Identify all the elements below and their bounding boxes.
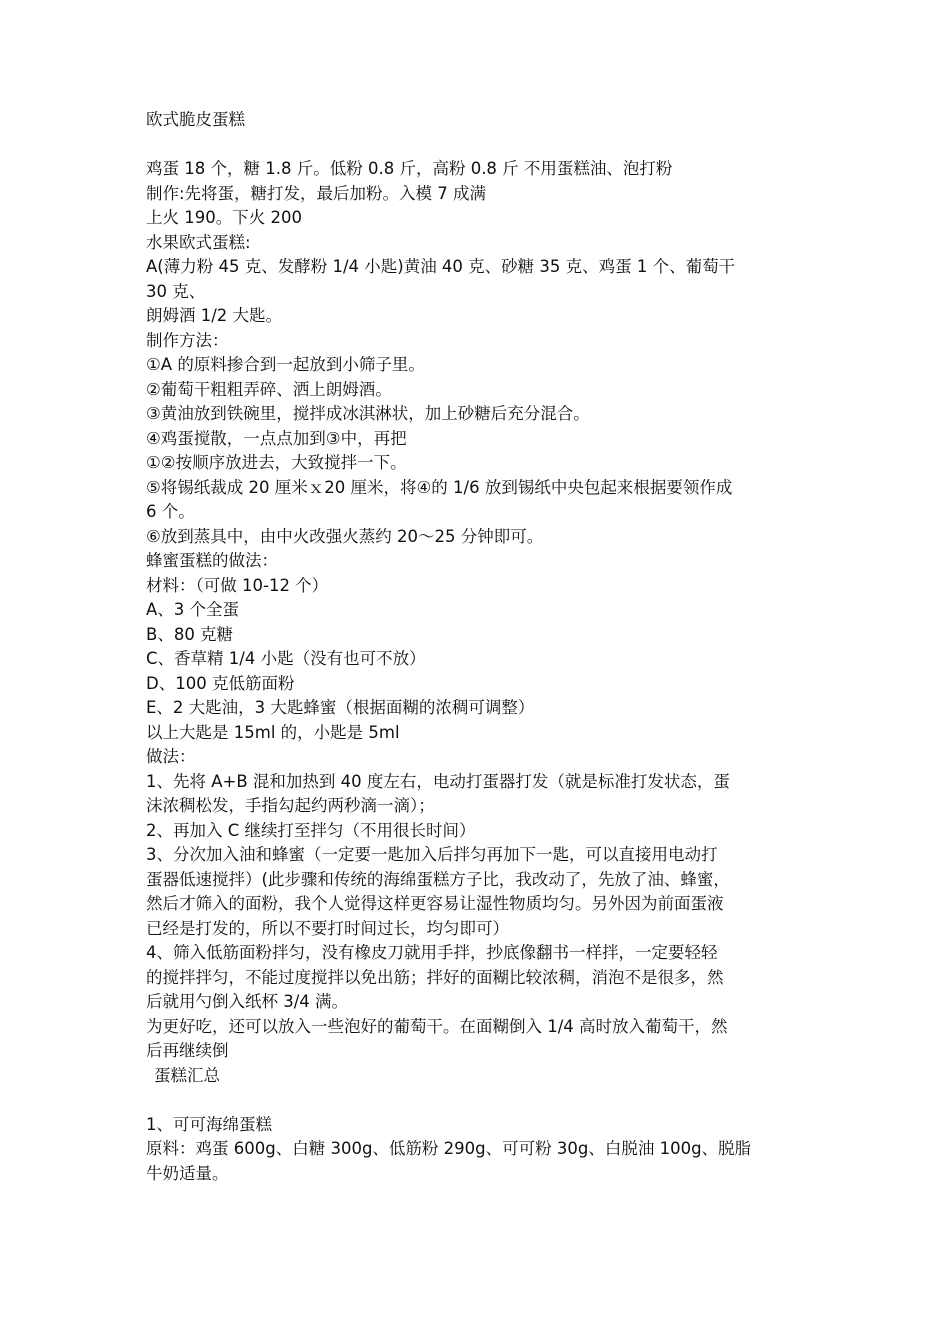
text-line: 做法： [146, 747, 196, 766]
text-line: ①A 的原料掺合到一起放到小筛子里。 [146, 355, 425, 374]
text-line: A、3 个全蛋 [146, 600, 240, 619]
text-line: 材料：（可做 10-12 个） [146, 575, 329, 595]
text-line: ⑤将锡纸裁成 20 厘米ｘ20 厘米，将④的 1/6 放到锡纸中央包起来根据要领作成 [146, 477, 733, 497]
blank-line [146, 1088, 816, 1113]
text-line: 蜂蜜蛋糕的做法： [146, 551, 278, 570]
text-line: 然后才筛入的面粉，我个人觉得这样更容易让湿性物质均匀。另外因为前面蛋液 [146, 894, 724, 913]
text-line: 水果欧式蛋糕: [146, 232, 251, 252]
section-line: 牛奶适量。 [146, 1163, 229, 1183]
text-line: 1、先将 A+B 混和加热到 40 度左右，电动打蛋器打发（就是标准打发状态，蛋 [146, 771, 730, 791]
text-line: 沫浓稠松发，手指勾起约两秒滴一滴）； [146, 796, 435, 815]
text-line: D、100 克低筋面粉 [146, 673, 295, 693]
text-line: 后再继续倒 [146, 1041, 229, 1060]
section-line: 原料：鸡蛋 600g、白糖 300g、低筋粉 290g、可可粉 30g、白脱油 100g、脱脂 [146, 1139, 752, 1158]
text-line: 6 个。 [146, 502, 195, 521]
text-line: 制作方法： [146, 330, 229, 350]
text-line: B、80 克糖 [146, 624, 234, 644]
text-line: ②葡萄干粗粗弄碎、洒上朗姆酒。 [146, 379, 392, 399]
text-line: 蛋器低速搅拌）(此步骤和传统的海绵蛋糕方子比，我改动了，先放了油、蜂蜜， [146, 869, 730, 889]
text-line: ④鸡蛋搅散，一点点加到③中，再把 [146, 428, 407, 448]
text-line: 上火 190。下火 200 [146, 208, 302, 227]
section-line: 1、可可海绵蛋糕 [146, 1114, 272, 1134]
text-line: A(薄力粉 45 克、发酵粉 1/4 小匙)黄油 40 克、砂糖 35 克、鸡蛋 1 个、葡萄干 [146, 257, 736, 276]
text-line: 制作:先将蛋，糖打发，最后加粉。入模 7 成满 [146, 183, 487, 203]
text-line: 的搅拌拌匀，不能过度搅拌以免出筋；拌好的面糊比较浓稠，消泡不是很多，然 [146, 967, 724, 987]
blank-line [146, 133, 816, 158]
section-title: 蛋糕汇总 [154, 1065, 220, 1085]
text-line: 已经是打发的，所以不要打时间过长，均匀即可） [146, 918, 509, 938]
text-line: ①②按顺序放进去，大致搅拌一下。 [146, 453, 407, 472]
text-line: 朗姆酒 1/2 大匙。 [146, 306, 283, 325]
text-line: 30 克、 [146, 281, 206, 301]
text-line: 2、再加入 C 继续打至拌匀（不用很长时间） [146, 820, 476, 840]
text-line: ③黄油放到铁碗里，搅拌成冰淇淋状，加上砂糖后充分混合。 [146, 404, 590, 423]
text-line: C、香草精 1/4 小匙（没有也可不放） [146, 649, 426, 668]
document-page [146, 108, 816, 1186]
text-line: ⑥放到蒸具中，由中火改强火蒸约 20～25 分钟即可。 [146, 526, 544, 546]
text-line: 3、分次加入油和蜂蜜（一定要一匙加入后拌匀再加下一匙，可以直接用电动打 [146, 845, 718, 864]
text-line: 为更好吃，还可以放入一些泡好的葡萄干。在面糊倒入 1/4 高时放入葡萄干，然 [146, 1016, 728, 1036]
document-title: 欧式脆皮蛋糕 [146, 110, 245, 129]
text-line: 鸡蛋 18 个，糖 1.8 斤。低粉 0.8 斤，高粉 0.8 斤 不用蛋糕油、泡打粉 [146, 159, 673, 178]
text-line: 以上大匙是 15ml 的，小匙是 5ml [146, 722, 400, 742]
text-line: 4、筛入低筋面粉拌匀，没有橡皮刀就用手拌，抄底像翻书一样拌，一定要轻轻 [146, 943, 718, 962]
text-line: E、2 大匙油，3 大匙蜂蜜（根据面糊的浓稠可调整） [146, 698, 535, 717]
text-line: 后就用勺倒入纸杯 3/4 满。 [146, 992, 349, 1011]
